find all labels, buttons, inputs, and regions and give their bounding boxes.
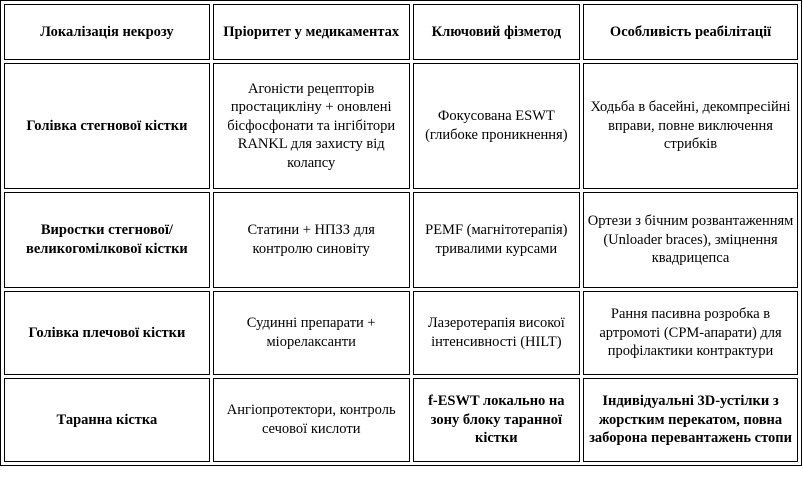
cell-location: Таранна кістка [4,378,210,462]
cell-physio: Лазеротерапія високої інтенсивності (HILT) [413,291,580,375]
cell-physio: PEMF (магнітотерапія) тривалими курсами [413,192,580,288]
header-rehab: Особливість реабілітації [583,4,798,60]
table-row [4,63,798,189]
table-row [4,378,798,462]
header-location: Локалізація некрозу [4,4,210,60]
cell-physio: f-ESWT локально на зону блоку таранної кістки [413,378,580,462]
table-row [4,291,798,375]
cell-medication: Ангіопротектори, контроль сечової кислоти [213,378,410,462]
cell-location: Голівка плечової кістки [4,291,210,375]
cell-rehab: Рання пасивна розробка в артромоті (CPM-апарати) для профілактики контрактури [583,291,798,375]
header-physio: Ключовий фізметод [413,4,580,60]
cell-location: Виростки стегнової/ великогомілкової кістки [4,192,210,288]
table-header-row [4,4,798,60]
header-medication: Пріоритет у медикаментах [213,4,410,60]
cell-rehab: Індивідуальні 3D-устілки з жорстким перекатом, повна заборона перевантажень стопи [583,378,798,462]
cell-rehab: Ортези з бічним розвантаженням (Unloader braces), зміцнення квадрицепса [583,192,798,288]
cell-medication: Статини + НПЗЗ для контролю синовіту [213,192,410,288]
cell-rehab: Ходьба в басейні, декомпресійні вправи, повне виключення стрибків [583,63,798,189]
cell-medication: Агоністи рецепторів простацикліну + оновлені бісфосфонати та інгібітори RANKL для захисту від колапсу [213,63,410,189]
cell-location: Голівка стегнової кістки [4,63,210,189]
cell-medication: Судинні препарати + міорелаксанти [213,291,410,375]
cell-physio: Фокусована ESWT (глибоке проникнення) [413,63,580,189]
table-row [4,192,798,288]
